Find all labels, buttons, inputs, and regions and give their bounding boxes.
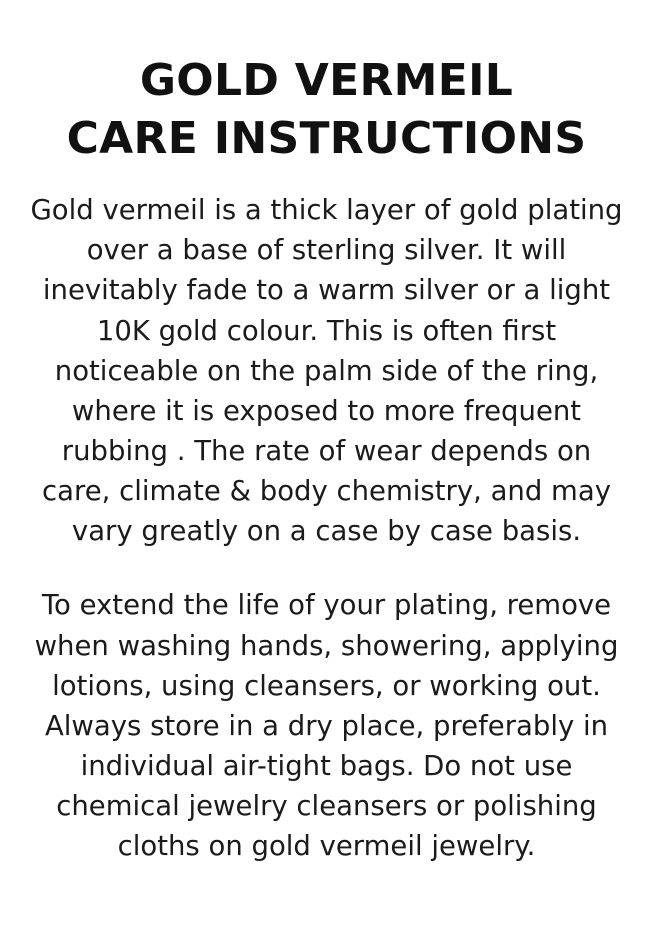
- paragraph-2: To extend the life of your plating, remove when washing hands, showering, applying lotions, using cleansers, or working out. Always store in a dry place, preferably in individual air-tight bags. Do not use chemical jewelry cleansers or polishing cloths on gold vermeil jewelry.: [34, 589, 619, 863]
- body-text: [28, 190, 625, 866]
- paragraph-1: Gold vermeil is a thick layer of gold plating over a base of sterling silver. It will inevitably fade to a warm silver or a light 10K gold colour. This is often first noticeable on the palm side of the ring, where it is exposed to more frequent rubbing . The rate of wear depends on care, climate & body chemistry, and may vary greatly on a case by case basis.: [30, 194, 623, 548]
- title-line-1: GOLD VERMEIL: [139, 55, 514, 106]
- page-title: [28, 52, 625, 168]
- title-line-2: CARE INSTRUCTIONS: [66, 113, 587, 165]
